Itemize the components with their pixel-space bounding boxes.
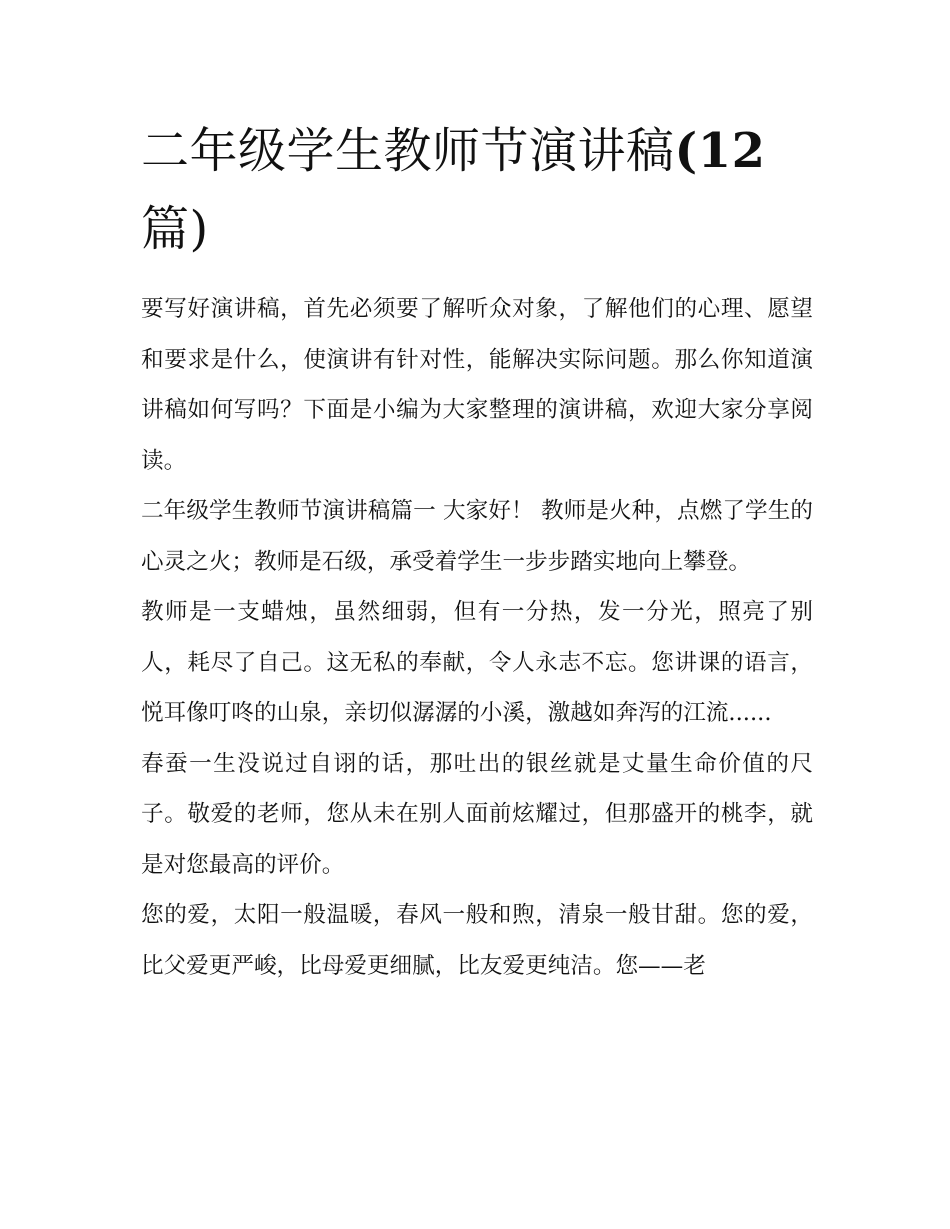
- paragraph-intro: 要写好演讲稿，首先必须要了解听众对象，了解他们的心理、愿望和要求是什么，使演讲有针对性，能解决实际问题。那么你知道演讲稿如何写吗？下面是小编为大家整理的演讲稿，欢迎大家分享阅读。: [141, 296, 813, 474]
- title-count: (12: [674, 123, 766, 179]
- paragraph-2: 教师是一支蜡烛，虽然细弱，但有一分热，发一分光，照亮了别人，耗尽了自己。这无私的奉献，令人永志不忘。您讲课的语言，悦耳像叮咚的山泉，亲切似潺潺的小溪，激越如奔泻的江流......: [141, 599, 813, 726]
- paragraph-3: 春蚕一生没说过自诩的话，那吐出的银丝就是丈量生命价值的尺子。敬爱的老师，您从未在别人面前炫耀过，但那盛开的桃李，就是对您最高的评价。: [141, 750, 813, 878]
- paragraph-4: 您的爱，太阳一般温暖，春风一般和煦，清泉一般甘甜。您的爱，比父爱更严峻，比母爱更细腻，比友爱更纯洁。您——老: [141, 902, 813, 979]
- document-title: 二年级学生教师节演讲稿(12篇): [141, 123, 766, 257]
- document-body: [141, 112, 813, 991]
- paragraph-1: 二年级学生教师节演讲稿篇一 大家好！ 教师是火种，点燃了学生的心灵之火；教师是石级，承受着学生一步步踏实地向上攀登。: [141, 498, 813, 575]
